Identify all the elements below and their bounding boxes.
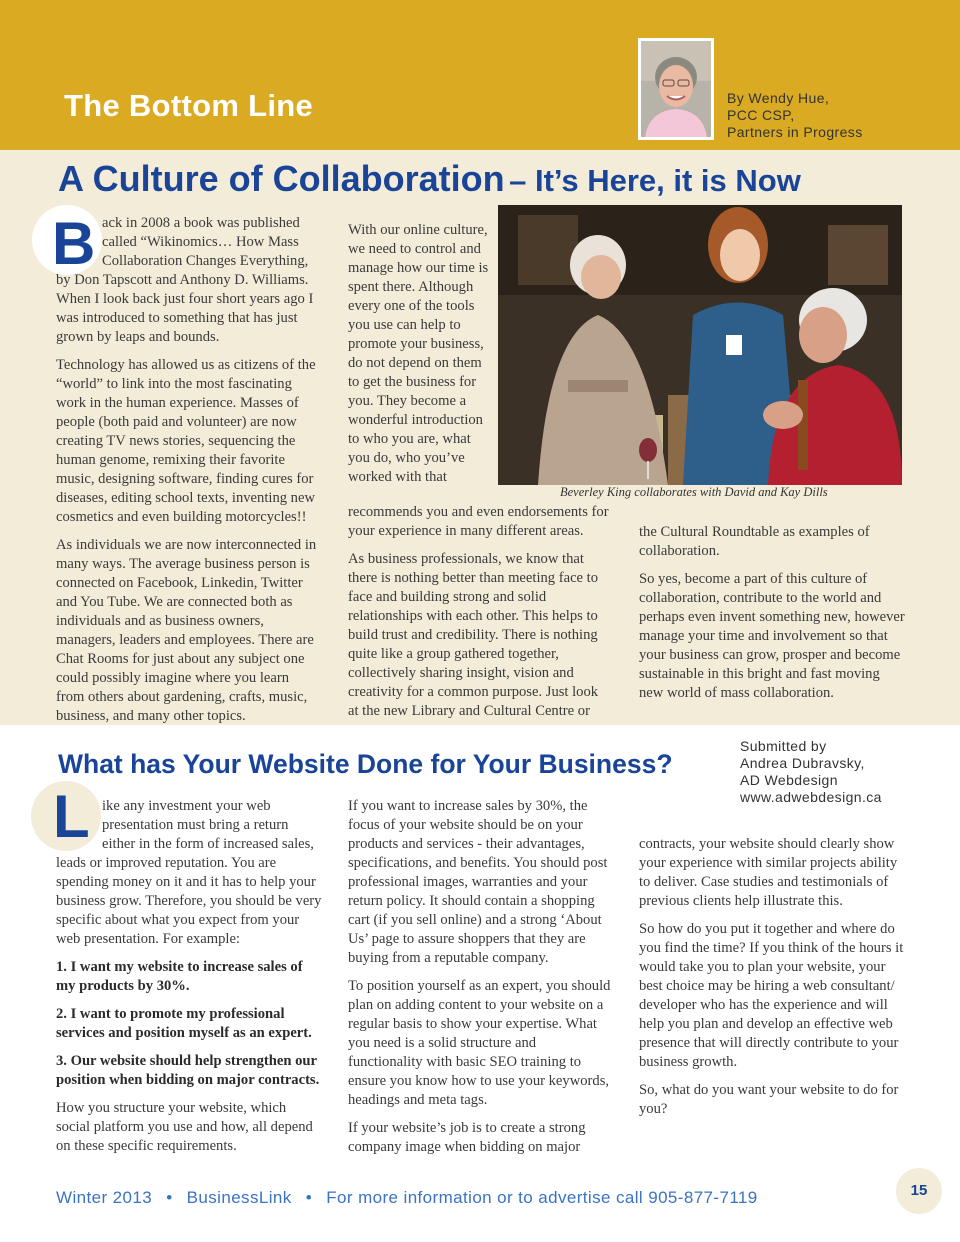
article1-column-1 xyxy=(56,214,320,735)
article2-paragraph: To position yourself as an expert, you should plan on adding content to your website on a regular basis to show your expertise. What you need is a solid structure and functionality with basic SEO training to ensure you know how to use your keywords, headings and meta tags. xyxy=(348,978,611,1108)
footer-separator: • xyxy=(166,1188,173,1207)
article2-paragraph: ike any investment your web presentation must bring a return either in the form of increased sales, leads or improved reputation. You are spending money on it and it has to help your business grow. Therefore, you should be very specific about what you expect from your web presentation. For example: xyxy=(56,798,322,947)
article2-paragraph: How you structure your website, which social platform you use and how, all depend on these specific requirements. xyxy=(56,1100,313,1154)
article1-paragraph: the Cultural Roundtable as examples of collaboration. xyxy=(639,524,870,559)
article2-list-item: 2. I want to promote my professional services and position myself as an expert. xyxy=(56,1006,312,1041)
article2-paragraph: So how do you put it together and where do you find the time? If you think of the hours it would take you to plan your website, your best choice may be hiring a web consultant/ developer who has the experience and will help you plan and develop an effective web presence that will directly contribute to your business growth. xyxy=(639,921,904,1070)
footer-contact: For more information or to advertise call 905-877-7119 xyxy=(326,1188,758,1207)
article1-column-2 xyxy=(348,221,496,487)
article1-paragraph: As business professionals, we know that there is nothing better than meeting face to face and building strong and solid relationships with each other. This helps to build trust and credibility. There is nothing quite like a group gathered together, collectively sharing insight, vision and creativity for a common purpose. Just look at the new Library and Cultural Centre or xyxy=(348,551,599,719)
byline-line: AD Webdesign xyxy=(740,772,838,788)
article1-photo-caption: Beverley King collaborates with David and Kay Dills xyxy=(560,485,828,499)
article2-paragraph: So, what do you want your website to do for you? xyxy=(639,1082,899,1117)
article1-column-2-continued xyxy=(348,503,612,730)
article2-column-3 xyxy=(639,835,907,1128)
footer-issue: Winter 2013 xyxy=(56,1188,153,1207)
article1-title-sub: – It’s Here, it is Now xyxy=(509,163,801,198)
page-number: 15 xyxy=(896,1168,942,1214)
article2-title: What has Your Website Done for Your Business? xyxy=(58,749,673,779)
author-portrait-image xyxy=(641,41,711,137)
article2-dropcap: L xyxy=(53,783,90,850)
article2-list-item: 1. I want my website to increase sales of my products by 30%. xyxy=(56,959,303,994)
byline-line: PCC CSP, xyxy=(727,107,795,123)
article1-paragraph: ack in 2008 a book was published called “Wikinomics… How Mass Collaboration Changes Everything, by Don Tapscott and Anthony D. Williams. When I look back just four short years ago I was introduced to something that has just grown by leaps and bounds. xyxy=(56,215,314,345)
article1-paragraph: So yes, become a part of this culture of collaboration, contribute to the world and perhaps even invent something new, however manage your time and involvement so that your business can grow, prosper and become sustainable in this bright and fast moving new world of mass collaboration. xyxy=(639,571,905,701)
article1-dropcap: B xyxy=(52,210,96,277)
article1-column-3 xyxy=(639,523,907,712)
article2-paragraph: If your website’s job is to create a strong company image when bidding on major xyxy=(348,1120,586,1155)
byline-line: Andrea Dubravsky, xyxy=(740,755,865,771)
article1-paragraph: recommends you and even endorsements for your experience in many different areas. xyxy=(348,504,609,539)
article2-paragraph: If you want to increase sales by 30%, the focus of your website should be on your products and services - their advantages, specifications, and benefits. You should post professional images, warranties and your return policy. It should contain a shopping cart (if you sell online) and a strong ‘About Us’ page to assure shoppers that they are buying from a reputable company. xyxy=(348,798,608,966)
byline-line: By Wendy Hue, xyxy=(727,90,830,106)
article1-paragraph: Technology has allowed us as citizens of the “world” to link into the most fascinating work in the human experience. Masses of people (both paid and volunteer) are now creating TV news stories, sequencing the human genome, remixing their favorite music, designing software, finding cures for diseases, editing school texts, inventing new cosmetics and even building motorcycles!! xyxy=(56,357,316,525)
byline-line: Partners in Progress xyxy=(727,124,863,140)
section-title: The Bottom Line xyxy=(64,88,314,123)
footer-separator: • xyxy=(305,1188,313,1207)
article1-byline xyxy=(727,90,863,141)
article1-paragraph: As individuals we are now interconnected in many ways. The average business person is connected on Facebook, Linkedin, Twitter and You Tube. We are connected both as individuals and as business owners, managers, leaders and employees. There are Chat Rooms for just about any subject one could possibly imagine where you learn from others about gardening, crafts, music, business, and many other topics. xyxy=(56,537,317,724)
article2-list-item: 3. Our website should help strengthen our position when bidding on major contracts. xyxy=(56,1053,320,1088)
article2-paragraph: contracts, your website should clearly show your experience with similar projects ability to deliver. Case studies and testimonials of previous clients help illustrate this. xyxy=(639,836,898,909)
article1-title xyxy=(58,158,801,200)
article1-title-main: A Culture of Collaboration xyxy=(58,158,505,199)
article2-byline xyxy=(740,738,882,806)
article2-column-1 xyxy=(56,797,322,1165)
article1-paragraph: With our online culture, we need to control and manage how our time is spent there. Although every one of the tools you use can help to promote your business, do not depend on them to get the business for you. They become a wonderful introduction to who you are, what you do, who you’ve worked with that xyxy=(348,222,489,485)
byline-line: Submitted by xyxy=(740,738,827,754)
author-photo xyxy=(638,38,714,140)
byline-website-link[interactable]: www.adwebdesign.ca xyxy=(740,789,882,805)
article2-column-2 xyxy=(348,797,612,1166)
article1-photo xyxy=(498,205,902,485)
collaboration-photo-image xyxy=(498,205,902,485)
page-footer xyxy=(56,1188,758,1208)
footer-publication: BusinessLink xyxy=(186,1188,292,1207)
